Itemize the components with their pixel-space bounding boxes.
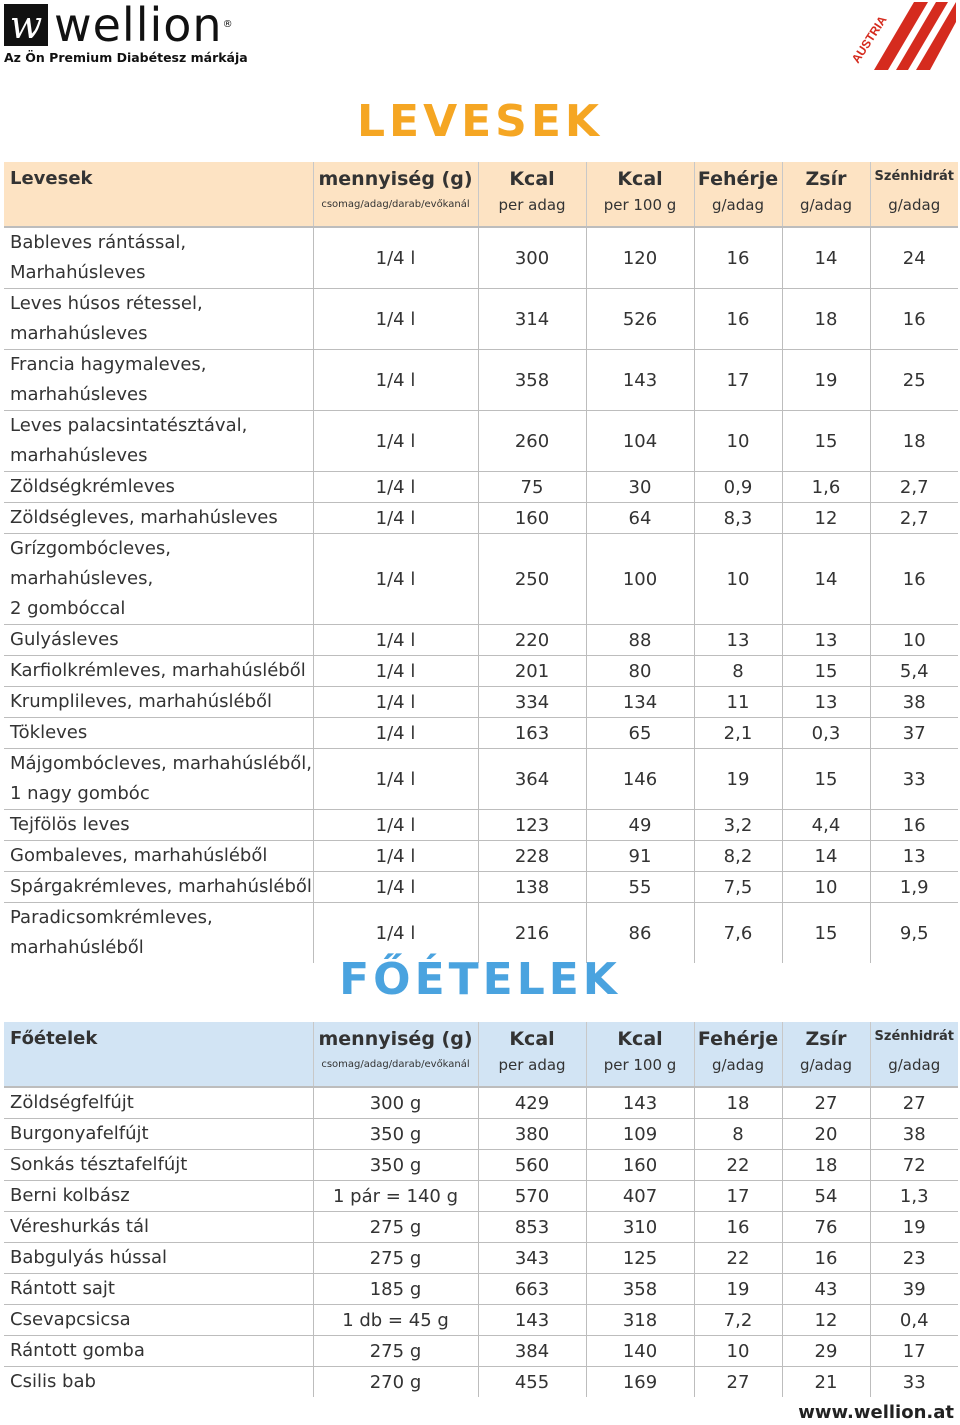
cell-quantity: 1/4 l (313, 534, 478, 625)
cell-food-name: Leves palacsintatésztával, marhahúsleves (4, 411, 313, 472)
table-row (4, 350, 958, 411)
cell-food-name: Burgonyafelfújt (4, 1119, 313, 1150)
cell-kcal-100g: 64 (586, 503, 694, 534)
cell-quantity: 1/4 l (313, 872, 478, 903)
cell-kcal-100g: 100 (586, 534, 694, 625)
table-row (4, 810, 958, 841)
levesek-table (4, 162, 958, 963)
cell-fat: 12 (782, 503, 870, 534)
cell-quantity: 1/4 l (313, 810, 478, 841)
cell-food-name: Gombaleves, marhahúsléből (4, 841, 313, 872)
table-header-row (4, 1022, 958, 1087)
header-carb-label: Szénhidrát (874, 169, 954, 184)
header-qty-sub: csomag/adag/darab/evőkanál (321, 199, 470, 210)
header-qty-label: mennyiség (g) (318, 1028, 473, 1050)
header-protein-label: Fehérje (697, 1028, 779, 1050)
cell-fat: 20 (782, 1119, 870, 1150)
cell-carb: 1,9 (870, 872, 958, 903)
cell-food-name: Paradicsomkrémleves, marhahúsléből (4, 903, 313, 964)
header-kcal-100g-sub: per 100 g (603, 1056, 677, 1074)
table-row (4, 625, 958, 656)
header-carb (870, 162, 958, 227)
cell-food-name: Csilis bab (4, 1367, 313, 1398)
table-row (4, 227, 958, 289)
cell-food-name: Sonkás tésztafelfújt (4, 1150, 313, 1181)
cell-food-name: Véreshurkás tál (4, 1212, 313, 1243)
cell-kcal-100g: 143 (586, 350, 694, 411)
header-carb-sub: g/adag (888, 1056, 941, 1074)
cell-kcal-100g: 109 (586, 1119, 694, 1150)
cell-kcal-portion: 163 (478, 718, 586, 749)
cell-kcal-100g: 146 (586, 749, 694, 810)
cell-food-name: Tökleves (4, 718, 313, 749)
table-row (4, 411, 958, 472)
cell-fat: 15 (782, 903, 870, 964)
cell-fat: 14 (782, 227, 870, 289)
cell-carb: 33 (870, 1367, 958, 1398)
cell-quantity: 275 g (313, 1243, 478, 1274)
header-carb-label: Szénhidrát (874, 1029, 954, 1044)
cell-quantity: 350 g (313, 1150, 478, 1181)
table-row (4, 472, 958, 503)
header-qty (313, 162, 478, 227)
cell-food-name: Rántott gomba (4, 1336, 313, 1367)
cell-fat: 14 (782, 841, 870, 872)
section-title-levesek: LEVESEK (356, 96, 604, 147)
cell-kcal-100g: 49 (586, 810, 694, 841)
cell-fat: 15 (782, 411, 870, 472)
cell-kcal-100g: 120 (586, 227, 694, 289)
table-row (4, 841, 958, 872)
cell-protein: 7,6 (694, 903, 782, 964)
cell-carb: 19 (870, 1212, 958, 1243)
cell-kcal-100g: 125 (586, 1243, 694, 1274)
cell-carb: 27 (870, 1087, 958, 1119)
cell-protein: 17 (694, 1181, 782, 1212)
cell-fat: 43 (782, 1274, 870, 1305)
cell-fat: 4,4 (782, 810, 870, 841)
cell-carb: 24 (870, 227, 958, 289)
cell-quantity: 1/4 l (313, 687, 478, 718)
header-kcal-portion-label: Kcal (509, 168, 555, 190)
table-row (4, 534, 958, 625)
cell-carb: 16 (870, 534, 958, 625)
cell-protein: 7,2 (694, 1305, 782, 1336)
foetelek-table (4, 1022, 958, 1397)
footer-url[interactable]: www.wellion.at (798, 1402, 954, 1423)
cell-kcal-100g: 140 (586, 1336, 694, 1367)
cell-fat: 29 (782, 1336, 870, 1367)
header-carb-sub: g/adag (888, 196, 941, 214)
cell-fat: 18 (782, 289, 870, 350)
cell-food-name: Rántott sajt (4, 1274, 313, 1305)
header-qty-sub: csomag/adag/darab/evőkanál (321, 1059, 470, 1070)
header-kcal-portion-sub: per adag (498, 1056, 566, 1074)
cell-fat: 16 (782, 1243, 870, 1274)
header-kcal-portion-label: Kcal (509, 1028, 555, 1050)
cell-carb: 23 (870, 1243, 958, 1274)
cell-kcal-portion: 560 (478, 1150, 586, 1181)
cell-kcal-100g: 169 (586, 1367, 694, 1398)
cell-fat: 10 (782, 872, 870, 903)
cell-fat: 27 (782, 1087, 870, 1119)
table-row (4, 1212, 958, 1243)
cell-kcal-portion: 201 (478, 656, 586, 687)
cell-protein: 16 (694, 289, 782, 350)
cell-kcal-portion: 220 (478, 625, 586, 656)
cell-quantity: 1/4 l (313, 656, 478, 687)
table-row (4, 1119, 958, 1150)
table-row (4, 1150, 958, 1181)
cell-fat: 13 (782, 625, 870, 656)
registered-mark: ® (222, 19, 234, 30)
cell-kcal-portion: 314 (478, 289, 586, 350)
header-kcal-100g-sub: per 100 g (603, 196, 677, 214)
cell-carb: 17 (870, 1336, 958, 1367)
cell-carb: 16 (870, 810, 958, 841)
cell-kcal-portion: 75 (478, 472, 586, 503)
table-row (4, 1181, 958, 1212)
cell-protein: 10 (694, 534, 782, 625)
header-fat (782, 162, 870, 227)
cell-quantity: 270 g (313, 1367, 478, 1398)
cell-fat: 15 (782, 749, 870, 810)
header-protein-sub: g/adag (711, 196, 764, 214)
cell-quantity: 275 g (313, 1336, 478, 1367)
table-row (4, 718, 958, 749)
cell-quantity: 300 g (313, 1087, 478, 1119)
cell-kcal-100g: 310 (586, 1212, 694, 1243)
header-qty (313, 1022, 478, 1087)
cell-quantity: 1/4 l (313, 625, 478, 656)
cell-fat: 14 (782, 534, 870, 625)
cell-kcal-100g: 407 (586, 1181, 694, 1212)
cell-fat: 12 (782, 1305, 870, 1336)
cell-quantity: 1/4 l (313, 472, 478, 503)
cell-food-name: Tejfölös leves (4, 810, 313, 841)
cell-quantity: 1/4 l (313, 841, 478, 872)
cell-kcal-portion: 260 (478, 411, 586, 472)
header-kcal-portion-sub: per adag (498, 196, 566, 214)
cell-quantity: 275 g (313, 1212, 478, 1243)
table-row (4, 1274, 958, 1305)
cell-kcal-100g: 358 (586, 1274, 694, 1305)
section-title-foetelek: FŐÉTELEK (339, 954, 621, 1005)
cell-quantity: 1/4 l (313, 903, 478, 964)
cell-fat: 13 (782, 687, 870, 718)
header-fat-label: Zsír (805, 1028, 847, 1050)
cell-carb: 13 (870, 841, 958, 872)
cell-food-name: Grízgombócleves, marhahúsleves, 2 gombóccal (4, 534, 313, 625)
wellion-mark-icon: w (4, 4, 48, 46)
cell-carb: 16 (870, 289, 958, 350)
cell-food-name: Karfiolkrémleves, marhahúsléből (4, 656, 313, 687)
table-row (4, 503, 958, 534)
cell-kcal-100g: 134 (586, 687, 694, 718)
cell-carb: 1,3 (870, 1181, 958, 1212)
cell-protein: 17 (694, 350, 782, 411)
cell-kcal-100g: 30 (586, 472, 694, 503)
cell-kcal-portion: 300 (478, 227, 586, 289)
table-row (4, 1336, 958, 1367)
header-name: Főételek (4, 1022, 313, 1087)
cell-quantity: 1/4 l (313, 503, 478, 534)
cell-food-name: Krumplileves, marhahúsléből (4, 687, 313, 718)
cell-food-name: Zöldségleves, marhahúsleves (4, 503, 313, 534)
cell-protein: 7,5 (694, 872, 782, 903)
cell-carb: 38 (870, 1119, 958, 1150)
header-kcal-100g-label: Kcal (617, 1028, 663, 1050)
cell-kcal-100g: 91 (586, 841, 694, 872)
table-row (4, 1243, 958, 1274)
cell-food-name: Gulyásleves (4, 625, 313, 656)
cell-kcal-portion: 138 (478, 872, 586, 903)
cell-kcal-100g: 104 (586, 411, 694, 472)
cell-protein: 27 (694, 1367, 782, 1398)
header-kcal-portion (478, 1022, 586, 1087)
cell-protein: 22 (694, 1243, 782, 1274)
header-protein (694, 162, 782, 227)
cell-quantity: 1/4 l (313, 350, 478, 411)
cell-kcal-portion: 358 (478, 350, 586, 411)
table-row (4, 749, 958, 810)
cell-food-name: Bableves rántással, Marhahúsleves (4, 227, 313, 289)
cell-protein: 10 (694, 1336, 782, 1367)
cell-carb: 0,4 (870, 1305, 958, 1336)
cell-quantity: 1/4 l (313, 749, 478, 810)
cell-quantity: 1/4 l (313, 227, 478, 289)
cell-protein: 10 (694, 411, 782, 472)
table-row (4, 687, 958, 718)
cell-carb: 72 (870, 1150, 958, 1181)
cell-kcal-100g: 65 (586, 718, 694, 749)
cell-kcal-100g: 143 (586, 1087, 694, 1119)
cell-kcal-portion: 364 (478, 749, 586, 810)
brand-logo (4, 2, 248, 65)
cell-fat: 19 (782, 350, 870, 411)
cell-carb: 10 (870, 625, 958, 656)
austria-badge-icon (848, 2, 956, 70)
cell-kcal-portion: 384 (478, 1336, 586, 1367)
cell-kcal-100g: 160 (586, 1150, 694, 1181)
table-row (4, 872, 958, 903)
cell-kcal-100g: 88 (586, 625, 694, 656)
cell-protein: 22 (694, 1150, 782, 1181)
cell-fat: 1,6 (782, 472, 870, 503)
header-qty-label: mennyiség (g) (318, 168, 473, 190)
cell-kcal-portion: 343 (478, 1243, 586, 1274)
cell-carb: 2,7 (870, 503, 958, 534)
brand-name-text: wellion (54, 0, 223, 52)
brand-name (54, 0, 234, 52)
table-row (4, 289, 958, 350)
header-fat (782, 1022, 870, 1087)
cell-kcal-portion: 228 (478, 841, 586, 872)
header-fat-label: Zsír (805, 168, 847, 190)
table-row (4, 1367, 958, 1398)
header-kcal-portion (478, 162, 586, 227)
cell-kcal-portion: 123 (478, 810, 586, 841)
cell-kcal-100g: 318 (586, 1305, 694, 1336)
cell-kcal-100g: 526 (586, 289, 694, 350)
cell-protein: 19 (694, 749, 782, 810)
cell-food-name: Spárgakrémleves, marhahúsléből (4, 872, 313, 903)
header-name: Levesek (4, 162, 313, 227)
cell-kcal-portion: 429 (478, 1087, 586, 1119)
cell-protein: 16 (694, 227, 782, 289)
levesek-table-body (4, 227, 958, 963)
cell-fat: 15 (782, 656, 870, 687)
cell-fat: 0,3 (782, 718, 870, 749)
cell-carb: 25 (870, 350, 958, 411)
header-fat-sub: g/adag (799, 1056, 852, 1074)
cell-quantity: 1/4 l (313, 718, 478, 749)
cell-kcal-portion: 250 (478, 534, 586, 625)
cell-carb: 2,7 (870, 472, 958, 503)
cell-kcal-portion: 216 (478, 903, 586, 964)
cell-quantity: 185 g (313, 1274, 478, 1305)
cell-food-name: Zöldségfelfújt (4, 1087, 313, 1119)
header-kcal-100g (586, 162, 694, 227)
table-row (4, 1087, 958, 1119)
cell-kcal-100g: 55 (586, 872, 694, 903)
cell-kcal-portion: 334 (478, 687, 586, 718)
cell-protein: 8,2 (694, 841, 782, 872)
cell-carb: 38 (870, 687, 958, 718)
cell-food-name: Babgulyás hússal (4, 1243, 313, 1274)
cell-carb: 37 (870, 718, 958, 749)
cell-kcal-portion: 160 (478, 503, 586, 534)
cell-kcal-100g: 80 (586, 656, 694, 687)
cell-kcal-portion: 380 (478, 1119, 586, 1150)
cell-kcal-portion: 853 (478, 1212, 586, 1243)
cell-protein: 8 (694, 656, 782, 687)
cell-food-name: Csevapcsicsa (4, 1305, 313, 1336)
cell-food-name: Berni kolbász (4, 1181, 313, 1212)
table-row (4, 1305, 958, 1336)
cell-protein: 0,9 (694, 472, 782, 503)
cell-protein: 2,1 (694, 718, 782, 749)
cell-quantity: 1 pár = 140 g (313, 1181, 478, 1212)
header-carb (870, 1022, 958, 1087)
cell-carb: 9,5 (870, 903, 958, 964)
header-fat-sub: g/adag (799, 196, 852, 214)
cell-carb: 18 (870, 411, 958, 472)
cell-quantity: 350 g (313, 1119, 478, 1150)
header-kcal-100g (586, 1022, 694, 1087)
cell-kcal-portion: 143 (478, 1305, 586, 1336)
cell-protein: 8 (694, 1119, 782, 1150)
cell-food-name: Leves húsos rétessel, marhahúsleves (4, 289, 313, 350)
cell-protein: 19 (694, 1274, 782, 1305)
cell-protein: 3,2 (694, 810, 782, 841)
foetelek-table-body (4, 1087, 958, 1397)
table-row (4, 656, 958, 687)
cell-food-name: Zöldségkrémleves (4, 472, 313, 503)
header-protein-sub: g/adag (711, 1056, 764, 1074)
cell-kcal-portion: 663 (478, 1274, 586, 1305)
cell-quantity: 1 db = 45 g (313, 1305, 478, 1336)
austria-label: AUSTRIA (848, 13, 890, 66)
cell-food-name: Májgombócleves, marhahúsléből, 1 nagy gombóc (4, 749, 313, 810)
cell-protein: 11 (694, 687, 782, 718)
cell-carb: 33 (870, 749, 958, 810)
cell-carb: 39 (870, 1274, 958, 1305)
header-kcal-100g-label: Kcal (617, 168, 663, 190)
brand-tagline: Az Ön Premium Diabétesz márkája (4, 50, 248, 65)
cell-carb: 5,4 (870, 656, 958, 687)
cell-protein: 8,3 (694, 503, 782, 534)
table-header-row (4, 162, 958, 227)
cell-fat: 54 (782, 1181, 870, 1212)
cell-food-name: Francia hagymaleves, marhahúsleves (4, 350, 313, 411)
cell-quantity: 1/4 l (313, 411, 478, 472)
cell-protein: 16 (694, 1212, 782, 1243)
cell-protein: 13 (694, 625, 782, 656)
cell-kcal-100g: 86 (586, 903, 694, 964)
cell-fat: 18 (782, 1150, 870, 1181)
header-protein (694, 1022, 782, 1087)
cell-protein: 18 (694, 1087, 782, 1119)
header-protein-label: Fehérje (697, 168, 779, 190)
cell-fat: 76 (782, 1212, 870, 1243)
cell-kcal-portion: 570 (478, 1181, 586, 1212)
cell-kcal-portion: 455 (478, 1367, 586, 1398)
cell-fat: 21 (782, 1367, 870, 1398)
cell-quantity: 1/4 l (313, 289, 478, 350)
